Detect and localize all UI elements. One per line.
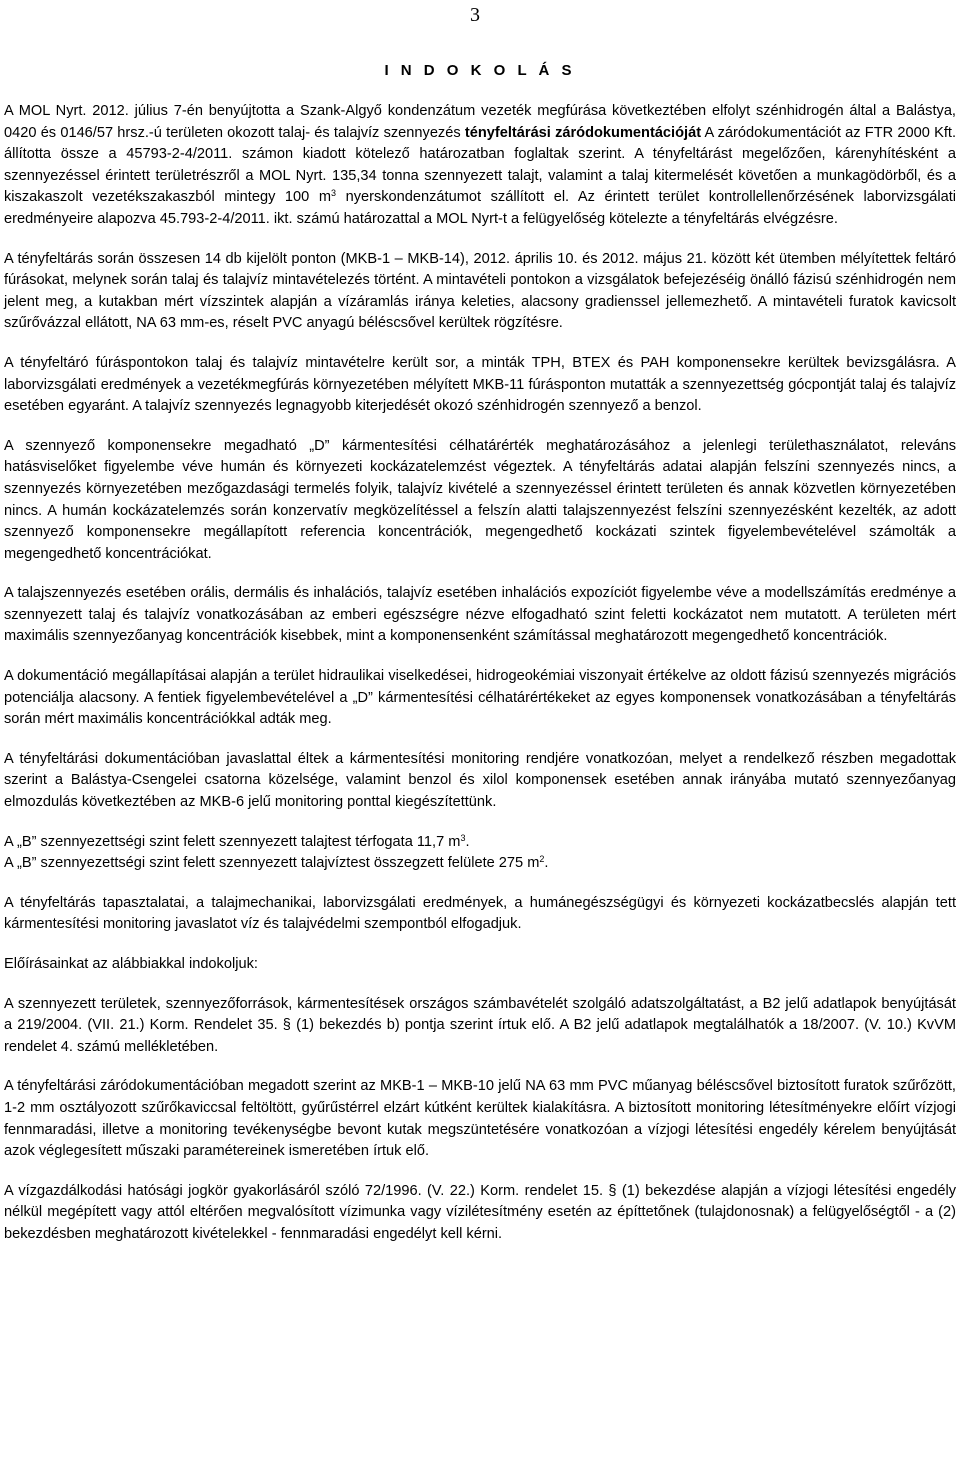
paragraph-6: A dokumentáció megállapításai alapján a terület hidraulikai viselkedései, hidrogeokémiai viszonyait értékelve az oldott fázisú szennyezés migrációs potenciálja alacsony. A fentiek figyelembevételével a „D” kármentesítési célhatárértékeket az egyes komponensek vonatkozásában a tényfeltárás során mért maximális koncentrációkkal adták meg. bbox=[4, 668, 956, 728]
paragraph-12: A tényfeltárási záródokumentációban megadott szerint az MKB-1 – MKB-10 jelű NA 63 mm PVC műanyag béléscsővel biztosított furatok szűrőzött, 1-2 mm osztályozott szűrőkaviccsal feltöltött, gyűrűstérrel elzárt kútként kerültek kialakításra. A biztosított monitoring létesítményekre előírt vízjogi fennmaradási, illetve a monitoring tevékenységbe bevont kutak megszüntetésére vonatkozóan a vízjogi létesítési engedély kérelem benyújtását azok véglegesített műszaki paramétereinek ismeretében írtuk elő. bbox=[4, 1078, 956, 1160]
paragraph-8b-end: . bbox=[544, 855, 549, 872]
document-title: I N D O K O L Á S bbox=[384, 62, 576, 79]
paragraph-13: A vízgazdálkodási hatósági jogkör gyakorlásáról szóló 72/1996. (V. 22.) Korm. rendelet 15. § (1) bekezdése alapján a vízjogi létesítési engedély nélkül megépített vagy attól eltérően megvalósított vízimunka vagy vízilétesítmény esetén az építtetőnek (tulajdonosnak) a felügyelőségtől - a (2) bekezdésben meghatározott kivételekkel - fennmaradási engedélyt kell kérni. bbox=[4, 1182, 956, 1242]
paragraph-1 bbox=[4, 101, 956, 231]
paragraph-1-superscript: 3 bbox=[331, 188, 337, 199]
paragraph-8a bbox=[4, 832, 956, 854]
paragraph-8b-superscript: 2 bbox=[539, 854, 545, 865]
paragraph-9: A tényfeltárás tapasztalatai, a talajmechanikai, laborvizsgálati eredmények, a humánegészségügyi és környezeti kockázatbecslés alapján tett kármentesítési monitoring javaslatot víz és talajvédelmi szempontból elfogadjuk. bbox=[4, 894, 956, 933]
page-number: 3 bbox=[470, 4, 480, 26]
paragraph-1-part-c: nyerskondenzátumot szállított el. Az érintett terület kontrollellenőrzésének laborvizsgálati eredményeire alapozva 45.793-2-4/2011. ikt. számú határozattal a MOL Nyrt-t a felügyelőség kötelezte a tényfeltárás elvégzésre. bbox=[4, 189, 956, 227]
paragraph-8b bbox=[4, 853, 956, 875]
paragraph-3: A tényfeltáró fúráspontokon talaj és talajvíz mintavételre került sor, a minták TPH, BTEX és PAH komponensekre kerültek bevizsgálásra. A laborvizsgálati eredmények a vezetékmegfúrás környezetében mélyített MKB-11 fúrásponton mutatták a szennyezettség gócpontját talaj és talajvíz esetében egyaránt. A talajvíz szennyezés legnagyobb kiterjedését okozó szénhidrogén szennyező a benzol. bbox=[4, 354, 956, 415]
paragraph-8a-superscript: 3 bbox=[460, 832, 466, 843]
paragraph-2: A tényfeltárás során összesen 14 db kijelölt ponton (MKB-1 – MKB-14), 2012. április 10. és 2012. május 21. között két ütemben mélyítettek feltáró fúrásokat, melynek során talaj és talajvíz mintavételezés történt. A mintavételi pontokon a vizsgálatok befejezéséig önálló fázisú szénhidrogén nem jelent meg, a kutakban mért vízszintek alapján a vízáramlás iránya keleties, alacsony gradienssel jellemezhető. A mintavételi furatok kavicsolt szűrővázzal ellátott, NA 63 mm-es, réselt PVC anyagú béléscsővel kerültek rögzítésre. bbox=[4, 250, 956, 332]
paragraph-8b-text: A „B” szennyezettségi szint felett szennyezett talajvíztest összegzett felülete 275 m bbox=[4, 855, 540, 872]
paragraph-4: A szennyező komponensekre megadható „D” kármentesítési célhatárérték meghatározásához a jelenlegi területhasználatot, releváns hatásviselőket figyelembe véve humán és környezeti kockázatelemzést végeztek. A tényfeltárás adatai alapján felszíni szennyezés nincs, a szennyezés környezetében mezőgazdasági termelés folyik, talajvíz kivételé a szennyezéssel érintett területen és annak közvetlen környezetében nincs. A humán kockázatelemzés során konzervatív megközelítéssel a felszín alatti talajszennyezést felszíni szennyezésként kezelték, az adott szennyező komponensekre megállapított referencia koncentrációk, megengedhető kockázati szintek figyelembevételével számolták a megengedhető koncentrációkat. bbox=[4, 437, 956, 562]
paragraph-11: A szennyezett területek, szennyezőforrások, kármentesítések országos számbavételét szolgáló adatszolgáltatást, a B2 jelű adatlapok benyújtását a 219/2004. (VII. 21.) Korm. Rendelet 35. § (1) bekezdés b) pontja szerint írtuk elő. A B2 jelű adatlapok megtalálhatók a 18/2007. (V. 10.) KvVM rendelet 4. számú mellékletében. bbox=[4, 995, 956, 1055]
paragraph-8a-text: A „B” szennyezettségi szint felett szennyezett talajtest térfogata 11,7 m bbox=[4, 833, 461, 850]
paragraph-1-part-a: A MOL Nyrt. 2012. július 7-én benyújtotta a Szank-Algyő kondenzátum vezeték megfúrása következtében elfolyt szénhidrogén által a Balástya, 0420 és 0146/57 hrsz.-ú területen okozott talaj- és talajvíz szennyezés bbox=[4, 103, 956, 141]
paragraph-1-bold: tényfeltárási záródokumentációját bbox=[464, 124, 702, 141]
paragraph-8a-end: . bbox=[465, 833, 470, 850]
paragraph-10: Előírásainkat az alábbiakkal indokoljuk: bbox=[4, 956, 258, 972]
document-body bbox=[4, 101, 956, 1246]
paragraph-7: A tényfeltárási dokumentációban javaslattal éltek a kármentesítési monitoring rendjére vonatkozóan, melyet a rendelkező részben megadottak szerint a Balástya-Csengelei csatorna közelsége, valamint benzol és xilol komponensek esetében annak irányába mutató szennyezőanyag elmozdulás következtében az MKB-6 jelű monitoring ponttal kiegészítettünk. bbox=[4, 750, 956, 811]
paragraph-5: A talajszennyezés esetében orális, dermális és inhalációs, talajvíz esetében inhalációs expozíciót figyelembe véve a modellszámítás eredménye a szennyezett talaj és talajvíz vonatkozásában az emberi egészségre nézve elfogadható szint feletti kockázatot nem mutatott. A területen mért maximális szennyezőanyag koncentrációk kisebbek, mint a komponensenként számítással meghatározott megengedhető koncentrációk. bbox=[4, 585, 956, 645]
paragraph-1-part-b: A záródokumentációt az FTR 2000 Kft. állította össze a 45793-2-4/2011. számon kiadott kötelező határozatban foglaltak szerint. A tényfeltárást megelőzően, kárenyhítésként a szennyezéssel érintett területrészről a MOL Nyrt. 135,34 tonna szennyezett talajt, valamint a talaj kitermelését követően a munkagödörből, és a kiszakaszolt vezetékszakaszból mintegy 100 m bbox=[4, 124, 956, 206]
